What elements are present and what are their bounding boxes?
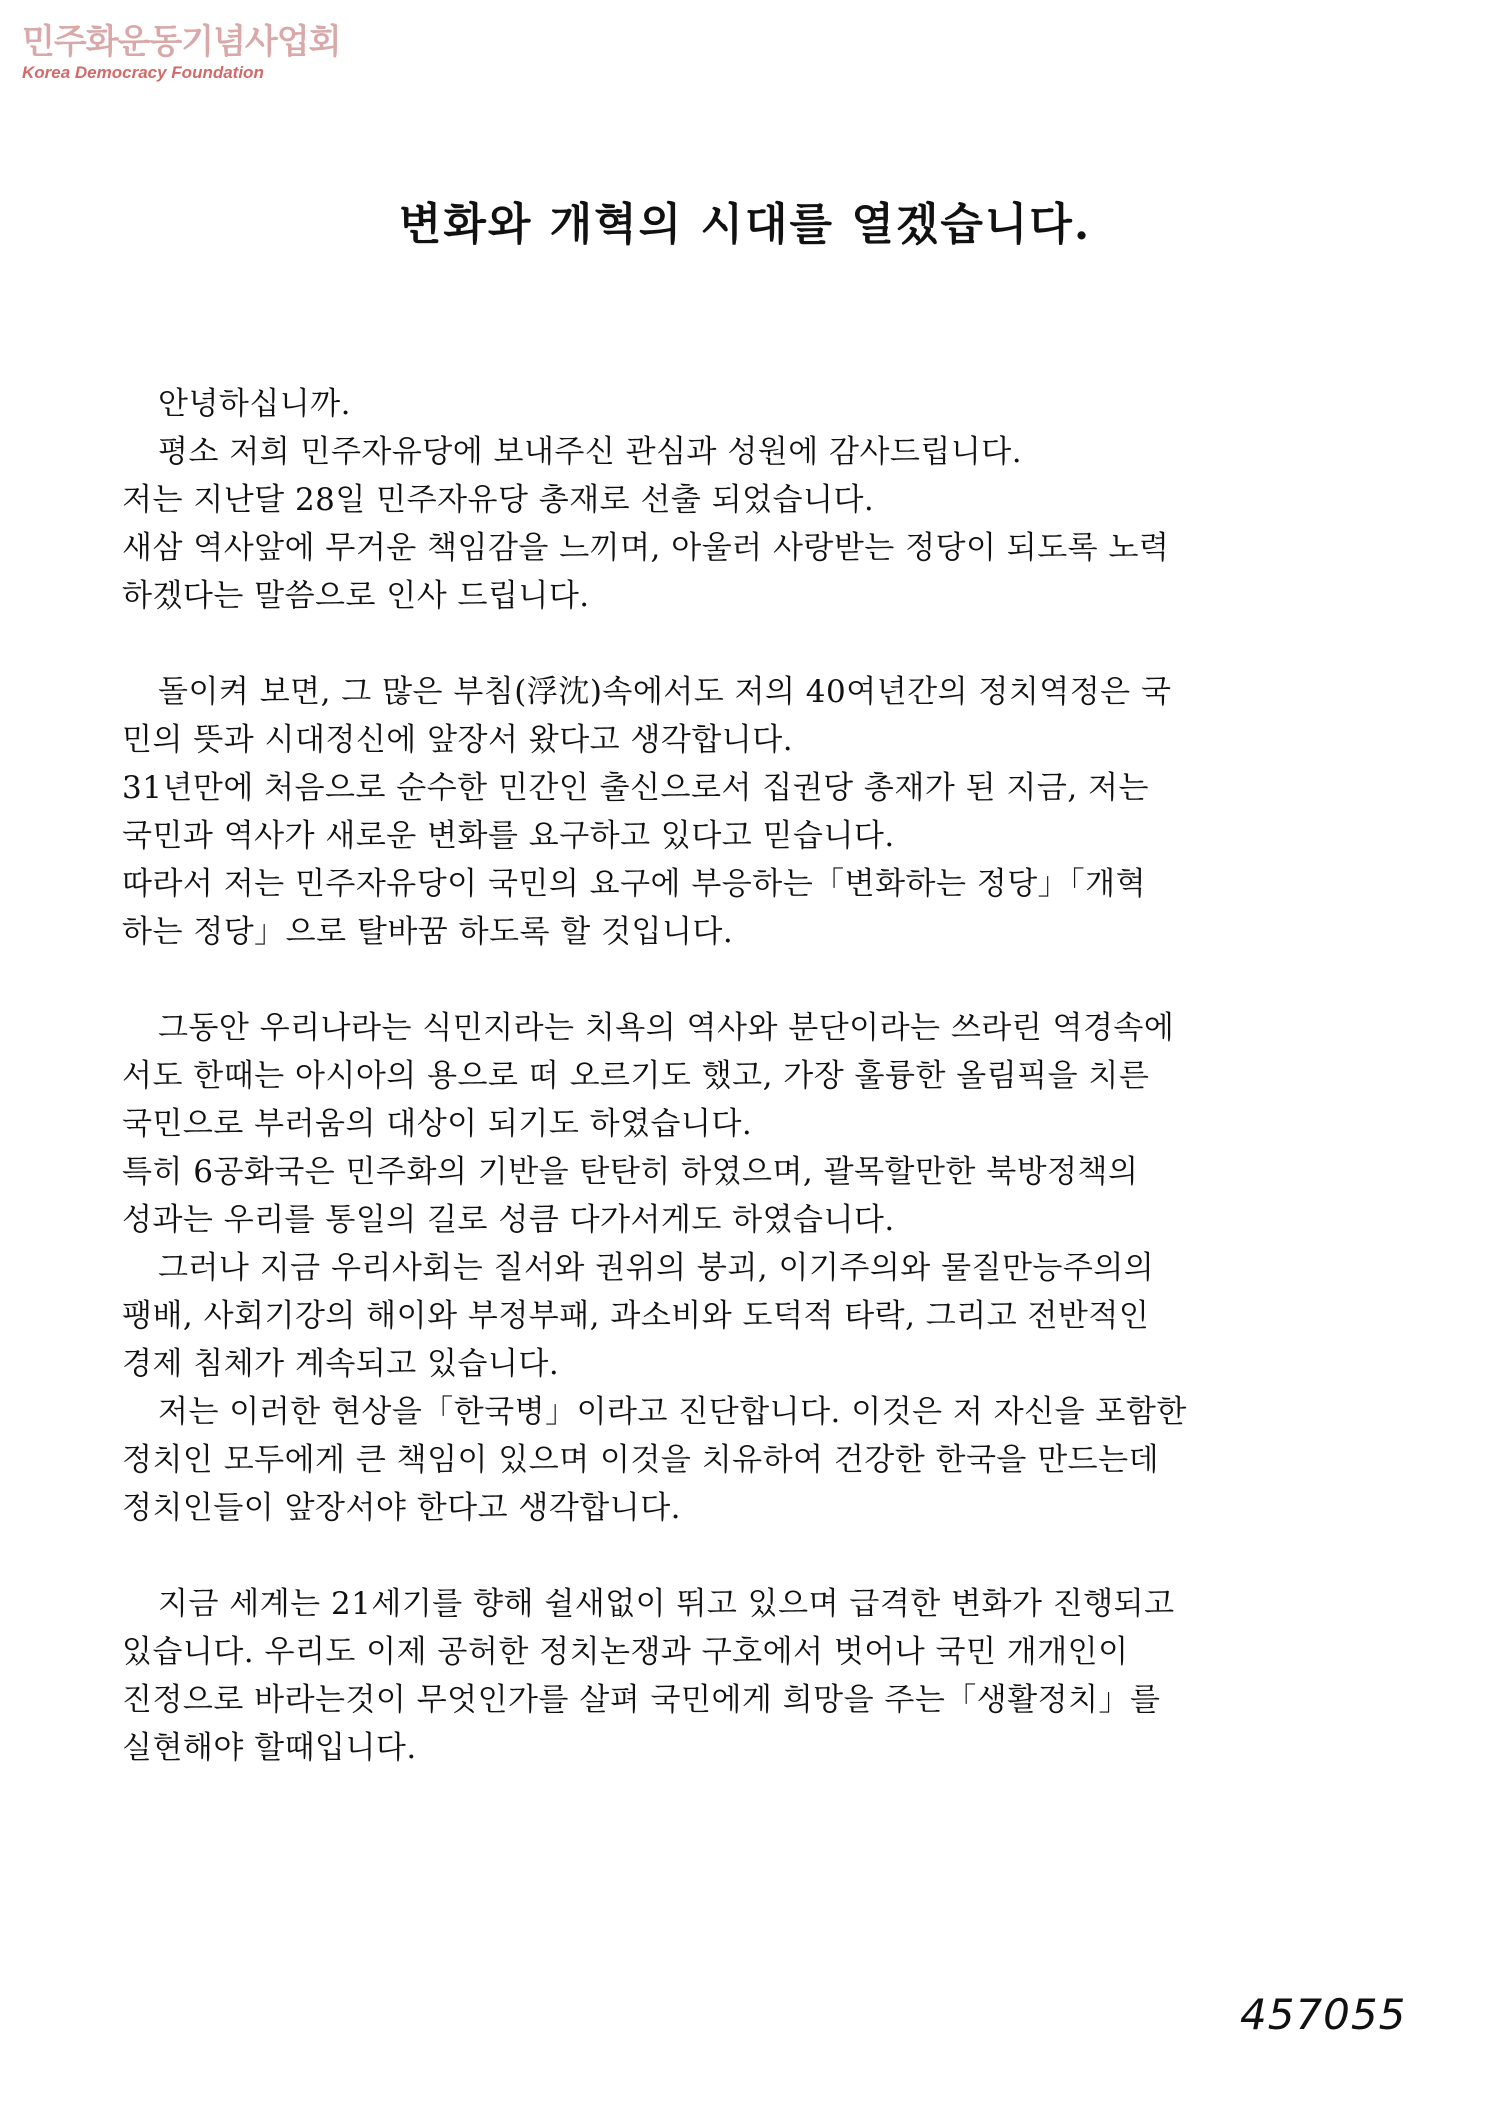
text-line: 저는 이러한 현상을「한국병」이라고 진단합니다. 이것은 저 자신을 포함한 <box>158 1394 1187 1430</box>
text-line: 실현해야 할때입니다. <box>122 1730 417 1766</box>
text-line: 팽배, 사회기강의 해이와 부정부패, 과소비와 도덕적 타락, 그리고 전반적인 <box>122 1298 1150 1334</box>
text-line: 그동안 우리나라는 식민지라는 치욕의 역사와 분단이라는 쓰라린 역경속에 <box>158 1010 1175 1046</box>
text-line: 진정으로 바라는것이 무엇인가를 살펴 국민에게 희망을 주는「생활정치」를 <box>122 1682 1161 1718</box>
paragraph <box>122 668 1252 956</box>
text-line: 정치인들이 앞장서야 한다고 생각합니다. <box>122 1490 681 1526</box>
text-line: 평소 저희 민주자유당에 보내주신 관심과 성원에 감사드립니다. <box>158 434 1023 470</box>
paragraph <box>122 1004 1252 1532</box>
text-line: 국민으로 부러움의 대상이 되기도 하였습니다. <box>122 1106 753 1142</box>
text-line: 돌이켜 보면, 그 많은 부침(浮沈)속에서도 저의 40여년간의 정치역정은 국 <box>158 674 1172 710</box>
text-line: 정치인 모두에게 큰 책임이 있으며 이것을 치유하여 건강한 한국을 만드는데 <box>122 1442 1160 1478</box>
text-line: 민의 뜻과 시대정신에 앞장서 왔다고 생각합니다. <box>122 722 794 758</box>
archive-number: 457055 <box>1240 1990 1407 2039</box>
text-line: 서도 한때는 아시아의 용으로 떠 오르기도 했고, 가장 훌륭한 올림픽을 치른 <box>122 1058 1150 1094</box>
text-line: 새삼 역사앞에 무거운 책임감을 느끼며, 아울러 사랑받는 정당이 되도록 노력 <box>122 530 1170 566</box>
watermark-english: Korea Democracy Foundation <box>22 63 264 82</box>
text-line: 성과는 우리를 통일의 길로 성큼 다가서게도 하였습니다. <box>122 1202 895 1238</box>
text-line: 특히 6공화국은 민주화의 기반을 탄탄히 하였으며, 괄목할만한 북방정책의 <box>122 1154 1139 1190</box>
watermark-korean: 민주화운동기념사업회 <box>22 22 341 62</box>
text-line: 31년만에 처음으로 순수한 민간인 출신으로서 집권당 총재가 된 지금, 저는 <box>122 770 1149 806</box>
text-line: 경제 침체가 계속되고 있습니다. <box>122 1346 560 1382</box>
text-line: 있습니다. 우리도 이제 공허한 정치논쟁과 구호에서 벗어나 국민 개개인이 <box>122 1634 1129 1670</box>
paragraph <box>122 1580 1252 1772</box>
paragraph <box>122 380 1252 620</box>
text-line: 하는 정당」으로 탈바꿈 하도록 할 것입니다. <box>122 914 734 950</box>
text-line: 저는 지난달 28일 민주자유당 총재로 선출 되었습니다. <box>122 482 875 518</box>
text-line: 지금 세계는 21세기를 향해 쉴새없이 뛰고 있으며 급격한 변화가 진행되고 <box>158 1586 1175 1622</box>
text-line: 하겠다는 말씀으로 인사 드립니다. <box>122 578 590 614</box>
text-line: 국민과 역사가 새로운 변화를 요구하고 있다고 믿습니다. <box>122 818 895 854</box>
text-line: 안녕하십니까. <box>158 386 352 422</box>
document-title: 변화와 개혁의 시대를 열겠습니다. <box>398 199 1092 250</box>
text-line: 따라서 저는 민주자유당이 국민의 요구에 부응하는「변화하는 정당」「개혁 <box>122 866 1147 902</box>
letter-body <box>122 380 1252 1820</box>
foundation-watermark <box>22 22 341 84</box>
text-line: 그러나 지금 우리사회는 질서와 권위의 붕괴, 이기주의와 물질만능주의의 <box>158 1250 1155 1286</box>
